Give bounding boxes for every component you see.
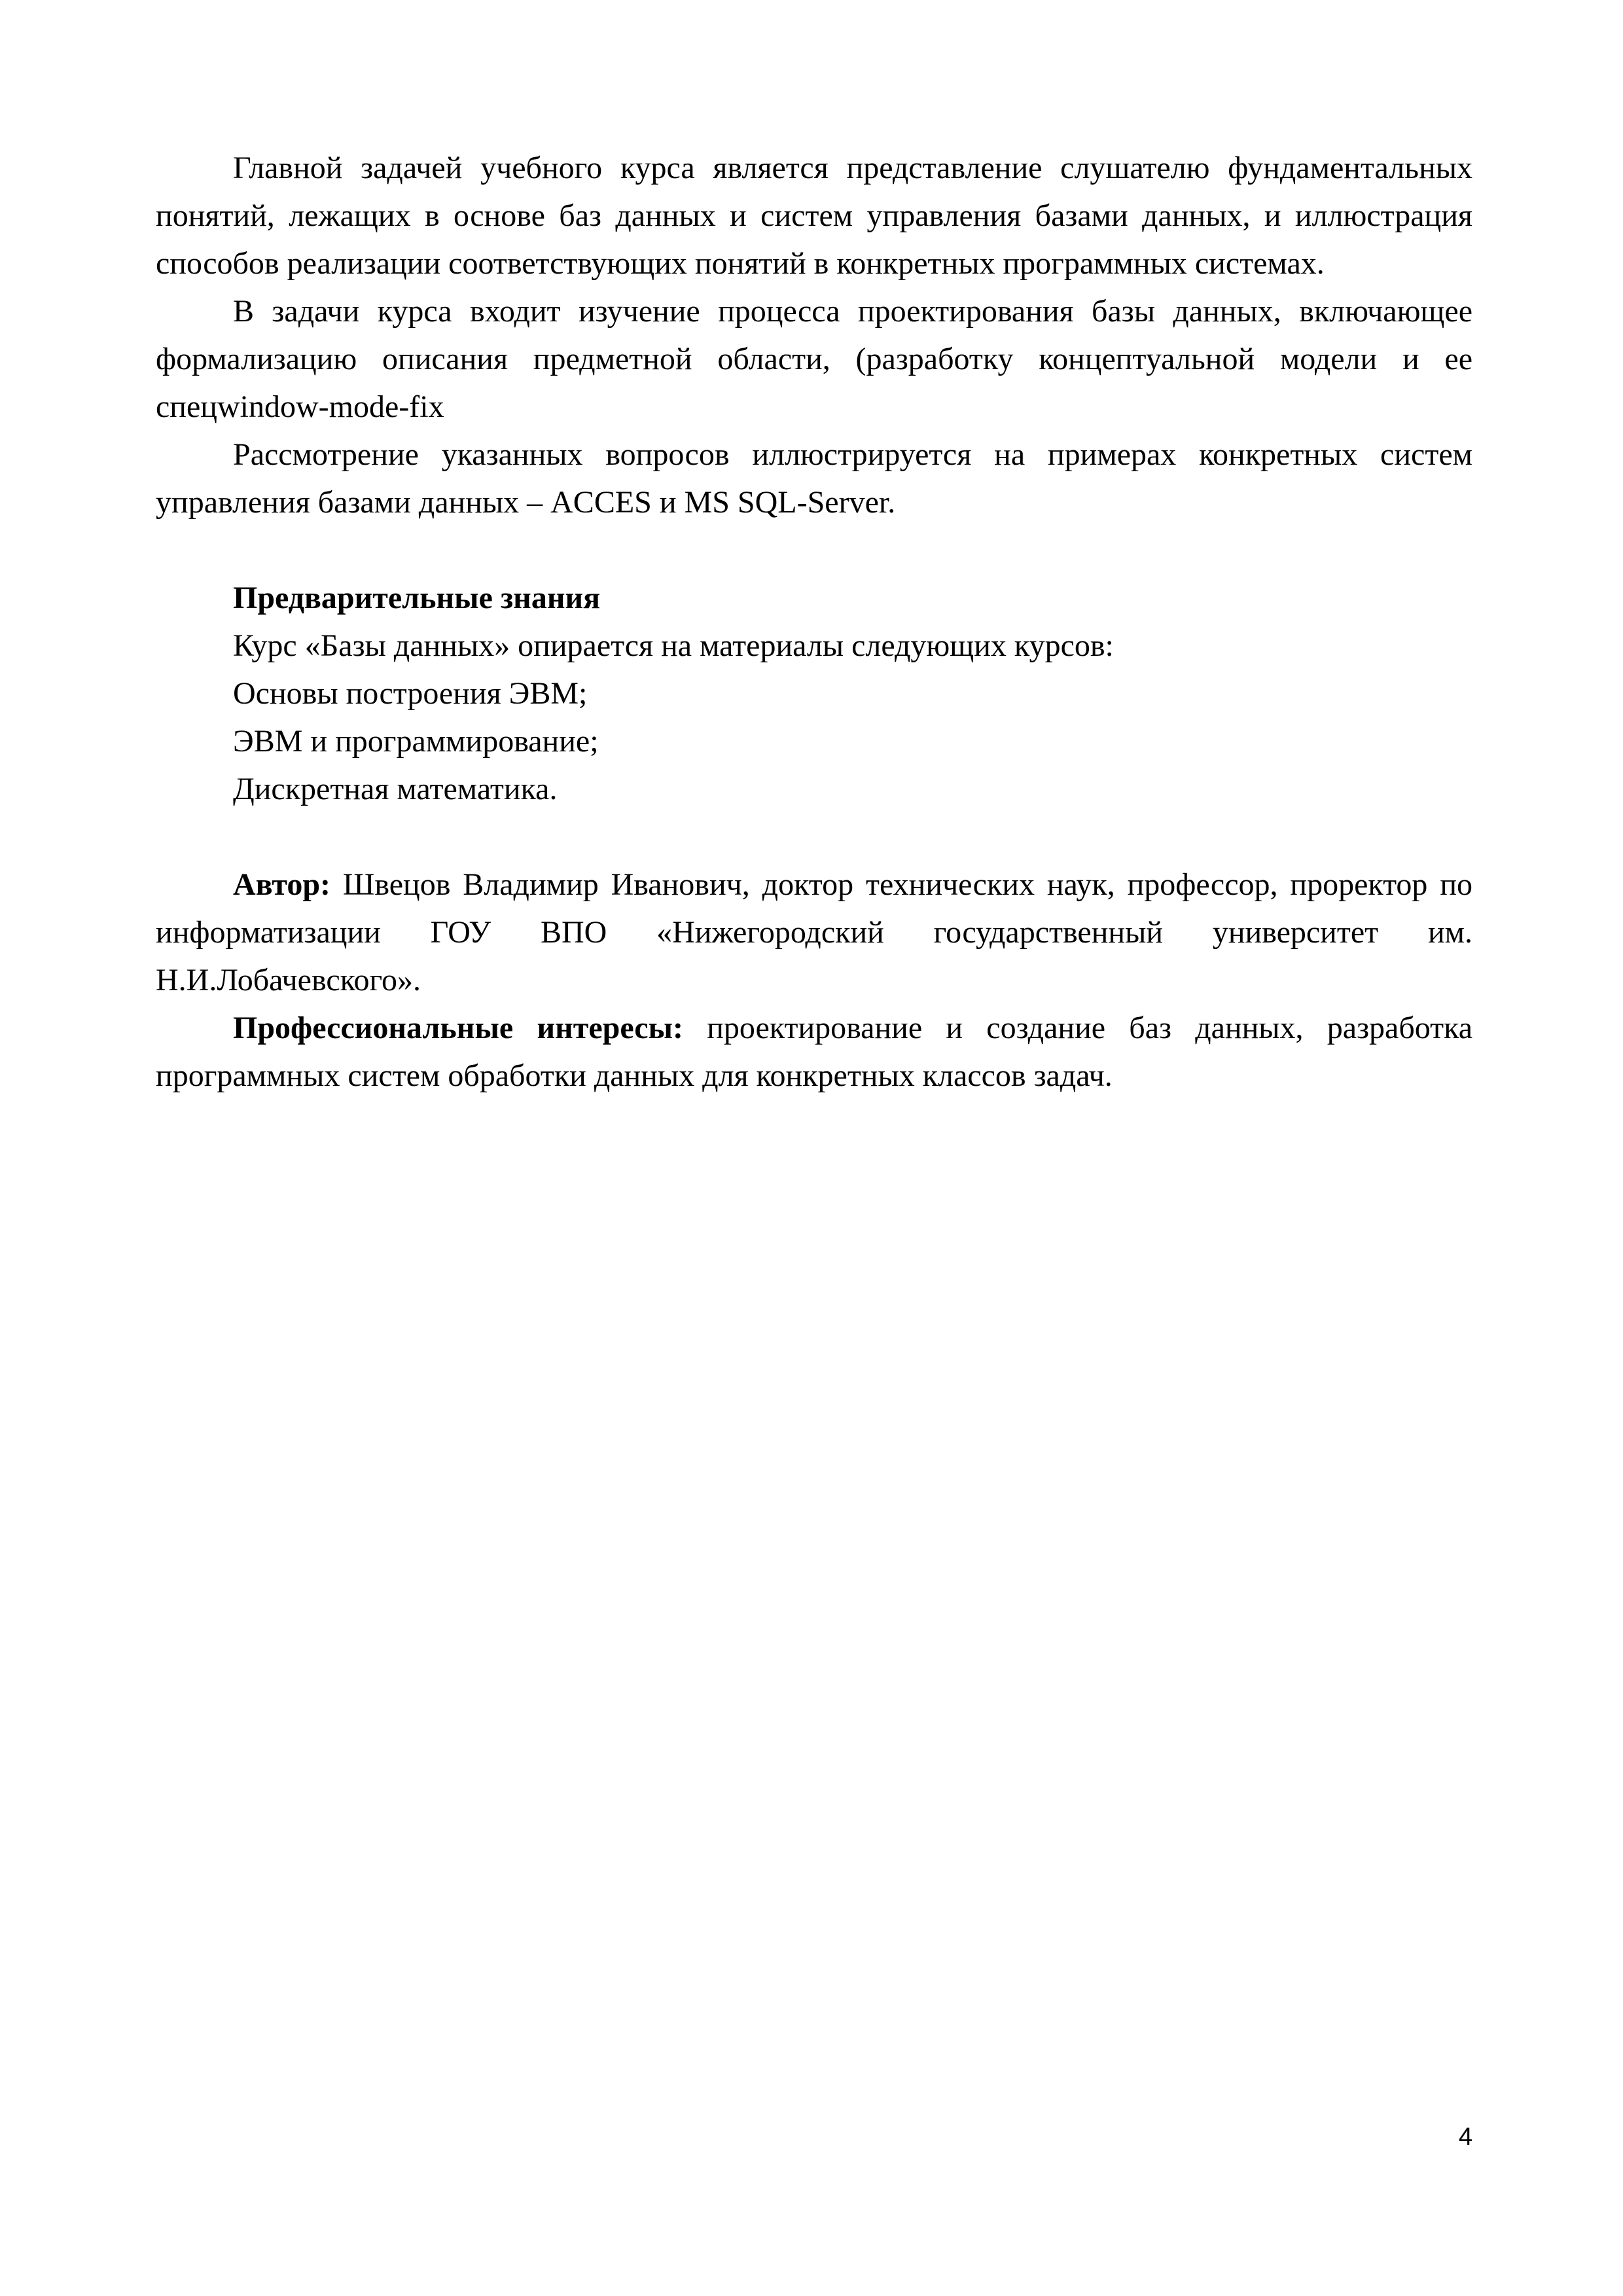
interests-text: проектирование и создание баз данных, разработка программных систем обработки данных для конкретных классов задач. bbox=[156, 1011, 1473, 1093]
author-label: Автор: bbox=[233, 867, 331, 902]
interests-paragraph bbox=[156, 1004, 1472, 1100]
prerequisite-course: Основы построения ЭВМ; bbox=[233, 676, 588, 711]
author-text: Швецов Владимир Иванович, доктор технических наук, профессор, проректор по информатизации ГОУ ВПО «Нижегородский государственный университет им. Н.И.Лобачевского». bbox=[156, 867, 1473, 997]
prerequisites-intro: Курс «Базы данных» опирается на материалы следующих курсов: bbox=[233, 628, 1114, 663]
systems-paragraph: Рассмотрение указанных вопросов иллюстрируется на примерах конкретных систем управления базами данных – ACCES и MS SQL-Server. bbox=[156, 437, 1472, 520]
prerequisite-course: Дискретная математика. bbox=[233, 772, 558, 806]
section-spacer bbox=[156, 813, 1472, 861]
course-tasks-paragraph: В задачи курса входит изучение процесса проектирования базы данных, включающее формализацию описания предметной области, (разработку концептуальной модели и ее спецwindow-mode-fix bbox=[156, 294, 1472, 424]
prerequisites-heading: Предварительные знания bbox=[233, 581, 601, 615]
author-paragraph bbox=[156, 861, 1472, 1004]
page-number: 4 bbox=[1458, 2123, 1472, 2151]
intro-paragraph: Главной задачей учебного курса является представление слушателю фундаментальных понятий, лежащих в основе баз данных и систем управления базами данных, и иллюстрация способов реализации соответствующих понятий в конкретных программных системах. bbox=[156, 151, 1472, 281]
interests-label: Профессиональные интересы: bbox=[233, 1011, 683, 1045]
section-spacer bbox=[156, 526, 1472, 574]
document-page bbox=[156, 144, 1472, 1100]
prerequisite-course: ЭВМ и программирование; bbox=[233, 724, 599, 759]
